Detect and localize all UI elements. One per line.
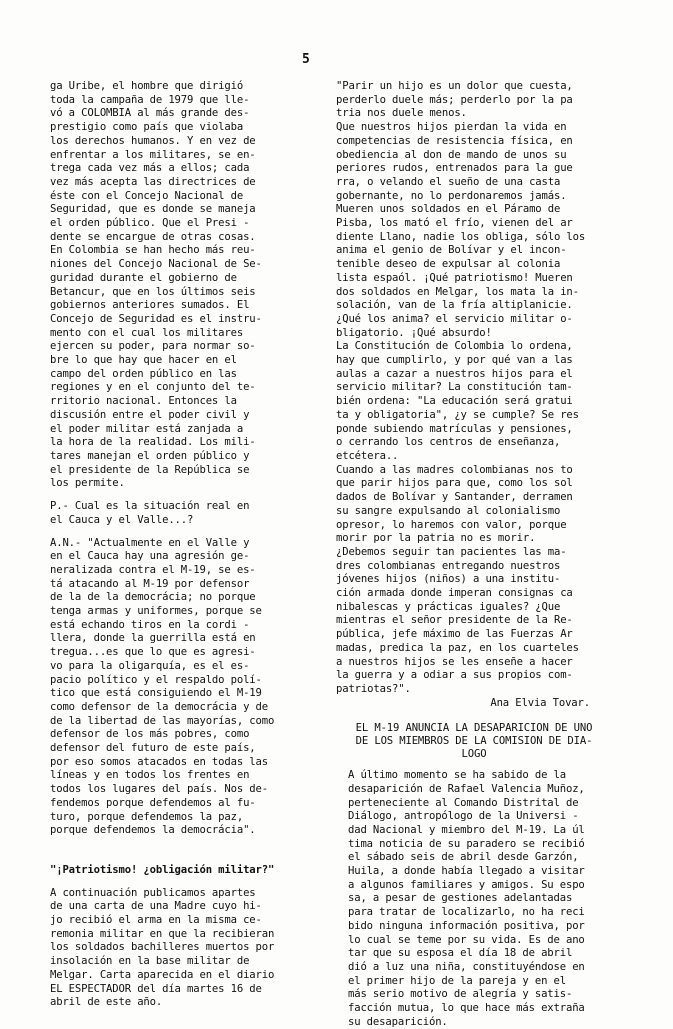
text-line: tico que está consiguiendo el M-19 xyxy=(50,687,262,700)
text-line: gobiernos anteriores sumados. El xyxy=(50,299,250,312)
text-line: bido ninguna información positiva, por xyxy=(348,919,585,932)
text-line: toda la campaña de 1979 que lle- xyxy=(50,93,250,106)
text-line: tares manejan el orden público y xyxy=(50,449,250,462)
text-line: niones del Concejo Nacional de Se- xyxy=(50,258,262,271)
text-line: campo del orden público en las xyxy=(50,367,237,380)
text-line: diente Llano, nadie los obliga, sólo los xyxy=(336,230,586,243)
letter-intro-paragraph xyxy=(50,887,302,1010)
left-column xyxy=(50,80,302,1010)
text-line: la hora de la realidad. Los mili- xyxy=(50,436,256,449)
text-line: enfrentar a los militares, se en- xyxy=(50,148,256,161)
text-line: EL ESPECTADOR del día martes 16 de xyxy=(50,982,262,995)
text-line: Melgar. Carta aparecida en el diario xyxy=(50,968,275,981)
text-line: ción armada donde imperan consignas ca xyxy=(336,587,573,600)
text-line: Diálogo, antropólogo de la Universi - xyxy=(348,810,579,823)
section-title: "¡Patriotismo! ¿obligación militar?" xyxy=(50,863,275,876)
text-line: mento con el cual los militares xyxy=(50,326,244,339)
text-line: lo cual se teme por su vida. Es de ano xyxy=(348,933,585,946)
text-line: bién ordena: "La educación será gratui xyxy=(336,395,573,408)
text-line: tar que su esposa el día 18 de abril xyxy=(348,947,573,960)
text-line: pública, jefe máximo de las Fuerzas Ar xyxy=(336,628,573,641)
text-line: el primer hijo de la pareja y en el xyxy=(348,974,566,987)
text-line: o cerrando los centros de enseñanza, xyxy=(336,436,561,449)
text-line: por eso somos atacados en todas las xyxy=(50,755,268,768)
text-line: En Colombia se han hecho más reu- xyxy=(50,244,256,257)
text-line: ¿Qué los anima? el servicio militar o- xyxy=(336,312,573,325)
text-line: Huila, a donde había llegado a visitar xyxy=(348,865,585,878)
text-line: tima noticia de su paradero se recibió xyxy=(348,837,585,850)
text-line: facción mutua, lo que hace más extraña xyxy=(348,1002,585,1015)
text-line: vez más acepta las directrices de xyxy=(50,175,256,188)
text-line: discusión entre el poder civil y xyxy=(50,408,250,421)
text-line: en el Cauca hay una agresión ge- xyxy=(50,550,250,563)
text-line: Cuando a las madres colombianas nos to xyxy=(336,463,573,476)
text-line: Seguridad, que es donde se maneja xyxy=(50,203,256,216)
text-line: tria nos duele menos. xyxy=(336,107,467,120)
text-line: ejercen su poder, para normar so- xyxy=(50,340,256,353)
text-line: guridad durante el gobierno de xyxy=(50,271,237,284)
text-line: el presidente de la República se xyxy=(50,463,250,476)
text-line: desaparición de Rafael Valencia Muñoz, xyxy=(348,782,585,795)
text-line: "Parir un hijo es un dolor que cuesta, xyxy=(336,80,573,92)
letter-paragraph xyxy=(336,80,612,697)
text-line: vo para la oligarquía, es el es- xyxy=(50,659,250,672)
text-line: jóvenes hijos (niños) a una institu- xyxy=(336,573,561,586)
text-line: morir por la patria no es morir. xyxy=(336,532,536,545)
text-line: su sangre expulsando al colonialismo xyxy=(336,504,561,517)
text-line: Betancur, que en los últimos seis xyxy=(50,285,256,298)
text-line: los permite. xyxy=(50,477,125,490)
answer-paragraph xyxy=(50,537,302,838)
text-line: de la de la democrácia; no porque xyxy=(50,591,256,604)
text-line: de una carta de una Madre cuyo hi- xyxy=(50,900,262,913)
text-line: tenible deseo de expulsar al colonia xyxy=(336,258,561,271)
text-line: para tratar de localizarlo, no ha reci xyxy=(348,906,585,919)
text-line: dos soldados en Melgar, los mata la in- xyxy=(336,285,579,298)
text-line: sa, a pesar de gestiones adelantadas xyxy=(348,892,573,905)
right-column xyxy=(336,80,612,1029)
text-line: los soldados bachilleres muertos por xyxy=(50,941,275,954)
text-line: competencias de resistencia física, en xyxy=(336,134,573,147)
text-line: trega cada vez más a ellos; cada xyxy=(50,162,250,175)
text-line: DE LOS MIEMBROS DE LA COMISION DE DIA- xyxy=(355,734,593,747)
text-line: servicio militar? La constitución tam- xyxy=(336,381,573,394)
text-line: dad Nacional y miembro del M-19. La úl xyxy=(348,823,585,836)
signature: Ana Elvia Tovar. xyxy=(490,696,590,709)
text-line: de la libertad de las mayorías, como xyxy=(50,714,275,727)
text-line: insolación en la base militar de xyxy=(50,955,250,968)
intro-paragraph xyxy=(50,80,302,491)
text-line: que parir hijos para que, como los sol xyxy=(336,477,573,490)
text-line: el Cauca y el Valle...? xyxy=(50,513,194,526)
text-line: éste con el Concejo Nacional de xyxy=(50,189,244,202)
text-line: a nuestros hijos se les enseñe a hacer xyxy=(336,655,573,668)
page-number: 5 xyxy=(302,52,310,67)
text-line: turo, porque defendemos la paz, xyxy=(50,810,244,823)
text-line: gobernante, no lo perdonaremos jamás. xyxy=(336,189,567,202)
text-line: nibalescas y prácticas iguales? ¿Que xyxy=(336,600,561,613)
text-line: neralizada contra el M-19, se es- xyxy=(50,563,256,576)
text-line: defensor del futuro de este país, xyxy=(50,742,256,755)
text-line: tregua...es que lo que es agresi- xyxy=(50,646,256,659)
text-line: bligatorio. ¡Qué absurdo! xyxy=(336,326,492,339)
text-line: a algunos familiares y amigos. Su espo xyxy=(348,878,585,891)
text-line: Mueren unos soldados en el Páramo de xyxy=(336,203,561,216)
text-line: etcétera.. xyxy=(336,449,399,462)
text-line: porque defendemos la democrácia". xyxy=(50,824,256,837)
text-line: vó a COLOMBIA al más grande des- xyxy=(50,107,250,120)
text-line: los derechos humanos. Y en vez de xyxy=(50,134,256,147)
text-line: bre lo que hay que hacer en el xyxy=(50,354,237,367)
text-line: su desaparición. xyxy=(348,1015,448,1028)
text-line: jo recibió el arma en la misma ce- xyxy=(50,914,262,927)
text-line: llera, donde la guerrilla está en xyxy=(50,632,256,645)
text-line: solación, van de la fría altiplanicie. xyxy=(336,299,573,312)
text-line: dres colombianas entregando nuestros xyxy=(336,559,561,572)
text-line: ga Uribe, el hombre que dirigió xyxy=(50,80,244,92)
text-line: ta y obligatoria", ¿y se cumple? Se res xyxy=(336,408,579,421)
text-line: A continuación publicamos apartes xyxy=(50,886,256,899)
text-line: anima el genio de Bolívar y el incon- xyxy=(336,244,567,257)
text-line: la guerra y a odiar a sus propios com- xyxy=(336,669,573,682)
text-line: tá atacando al M-19 por defensor xyxy=(50,577,250,590)
text-line: perderlo duele más; perderlo por la pa xyxy=(336,93,573,106)
text-line: el orden público. Que el Presi - xyxy=(50,217,250,230)
text-line: aulas a cazar a nuestros hijos para el xyxy=(336,367,573,380)
text-line: hay que cumplirlo, y por qué van a las xyxy=(336,354,573,367)
text-line: Concejo de Seguridad es el instru- xyxy=(50,312,262,325)
text-line: Que nuestros hijos pierdan la vida en xyxy=(336,121,567,134)
text-line: dió a luz una niña, constituyéndose en xyxy=(348,960,585,973)
text-line: el sábado seis de abril desde Garzón, xyxy=(348,851,579,864)
text-line: tenga armas y uniformes, porque se xyxy=(50,605,262,618)
text-line: perteneciente al Comando Distrital de xyxy=(348,796,579,809)
text-line: dente se encargue de otras cosas. xyxy=(50,230,256,243)
text-line: La Constitución de Colombia lo ordena, xyxy=(336,340,573,353)
text-line: como defensor de la democrácia y de xyxy=(50,700,268,713)
text-line: A último momento se ha sabido de la xyxy=(348,769,566,782)
text-line: mientras el señor presidente de la Re- xyxy=(336,614,573,627)
text-line: remonia militar en que la recibieran xyxy=(50,927,275,940)
text-line: Pisba, los mató el frío, vienen del ar xyxy=(336,217,573,230)
text-line: líneas y en todos los frentes en xyxy=(50,769,250,782)
text-line: opresor, lo haremos con valor, porque xyxy=(336,518,567,531)
text-line: madas, predica la paz, en los cuarteles xyxy=(336,641,579,654)
text-line: prestigio como país que violaba xyxy=(50,121,244,134)
text-line: regiones y en el conjunto del te- xyxy=(50,381,256,394)
text-line: P.- Cual es la situación real en xyxy=(50,500,250,513)
text-line: defensor de los más pobres, como xyxy=(50,728,250,741)
text-line: está echando tiros en la cordi - xyxy=(50,618,250,631)
news-headline xyxy=(336,722,612,760)
text-line: rritorio nacional. Entonces la xyxy=(50,395,237,408)
text-line: LOGO xyxy=(461,747,487,760)
text-line: patriotas?". xyxy=(336,682,411,695)
text-line: EL M-19 ANUNCIA LA DESAPARICION DE UNO xyxy=(355,722,593,735)
text-line: abril de este año. xyxy=(50,996,163,1009)
text-line: pacio político y el respaldo polí- xyxy=(50,673,262,686)
news-paragraph xyxy=(336,769,612,1029)
text-line: rra, o velando el sueño de una casta xyxy=(336,175,561,188)
text-line: A.N.- "Actualmente en el Valle y xyxy=(50,536,250,549)
text-line: dados de Bolívar y Santander, derramen xyxy=(336,491,573,504)
text-line: ¿Debemos seguir tan pacientes las ma- xyxy=(336,545,567,558)
text-line: el poder militar está zanjada a xyxy=(50,422,244,435)
text-line: lista espaól. ¡Qué patriotismo! Mueren xyxy=(336,271,573,284)
text-line: obediencia al don de mando de unos su xyxy=(336,148,567,161)
text-line: ponde subiendo matrículas y pensiones, xyxy=(336,422,573,435)
text-line: fendemos porque defendemos al fu- xyxy=(50,796,256,809)
text-line: todos los lugares del país. Nos de- xyxy=(50,783,268,796)
question-paragraph xyxy=(50,500,302,527)
text-line: periores rudos, entrenados para la gue xyxy=(336,162,573,175)
text-line: más serio motivo de alegría y satis- xyxy=(348,988,573,1001)
